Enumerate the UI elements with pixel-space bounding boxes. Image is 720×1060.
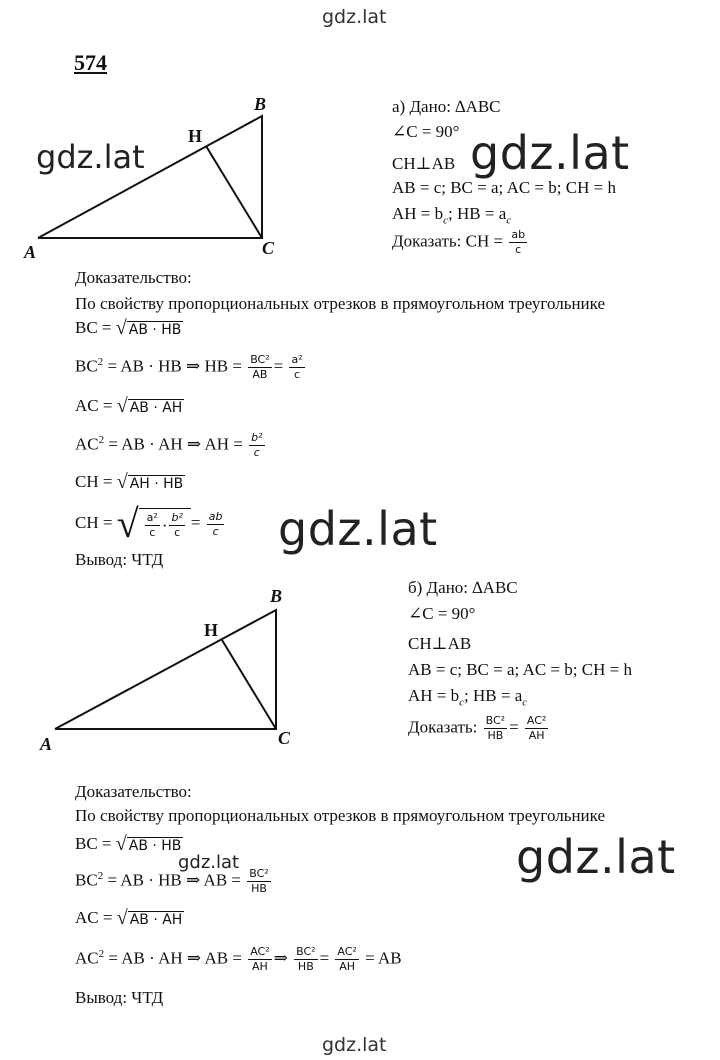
b-l4-frac1 bbox=[248, 945, 271, 974]
b-sub-c1: c bbox=[459, 696, 465, 709]
a-proof-intro: По свойству пропорциональных отрезков в прямоугольном треугольнике bbox=[75, 294, 606, 313]
point-a-label: A bbox=[24, 242, 37, 262]
b-l2-f-den: HB bbox=[251, 882, 267, 896]
a-line-5 bbox=[75, 472, 185, 494]
point-h-label: H bbox=[188, 126, 203, 146]
b-l1-sqrt: √ AB · HB bbox=[115, 833, 182, 856]
point-c-label: C bbox=[262, 238, 275, 258]
a-sub-c2: c bbox=[506, 214, 512, 227]
footer-watermark: gdz.lat bbox=[322, 1034, 387, 1056]
a-l5-sqrt: √ AH · HB bbox=[116, 471, 184, 494]
watermark-big-1: gdz.lat bbox=[470, 126, 630, 180]
b-l1-label: BC = bbox=[75, 834, 112, 853]
triangle-a-altitude bbox=[206, 146, 262, 238]
a-l3-radicand: AB · AH bbox=[129, 400, 183, 417]
a-proj-hb: ; HB = a bbox=[448, 204, 507, 223]
a-l4-f-den: c bbox=[253, 446, 260, 460]
b-conclusion: Вывод: ЧТД bbox=[75, 988, 164, 1007]
b-l2-f-num: BC² bbox=[249, 867, 269, 881]
a-l6-frac-b bbox=[169, 511, 184, 540]
b-l4-f2-num: BC² bbox=[296, 945, 316, 959]
a-l6-a-num: a² bbox=[146, 511, 158, 524]
a-projections bbox=[392, 204, 511, 230]
a-sides: AB = c; BC = a; AC = b; CH = h bbox=[392, 178, 616, 197]
a-sub-c1: c bbox=[443, 214, 449, 227]
b-point-b-label: B bbox=[270, 586, 283, 606]
b-point-c-label: C bbox=[278, 728, 291, 748]
b-prove-frac2 bbox=[525, 714, 548, 743]
b-projections bbox=[408, 686, 527, 712]
b-l4-f1-num: AC² bbox=[250, 945, 270, 959]
a-l4-frac bbox=[249, 431, 264, 460]
b-prove-frac1 bbox=[484, 714, 507, 743]
a-l1-label: BC = bbox=[75, 318, 112, 337]
a-l4-mid: = AB · AH ⇒ AH = bbox=[104, 434, 243, 454]
b-prove-f1-den: HB bbox=[487, 729, 504, 742]
a-l2-f2-den: c bbox=[294, 368, 301, 382]
a-l2-frac1 bbox=[248, 353, 271, 382]
a-l6-sqrt: √ $\frac{\text{a²}}{c}$ · $\frac{\text{b²}}{c}$ bbox=[117, 504, 191, 544]
watermark-big-2: gdz.lat bbox=[278, 502, 438, 556]
a-line-1 bbox=[75, 318, 183, 340]
b-prove-f1-num: BC² bbox=[485, 714, 506, 727]
b-l4-f2-den: HB bbox=[297, 960, 314, 974]
b-proof-intro: По свойству пропорциональных отрезков в прямоугольном треугольнике bbox=[75, 806, 606, 825]
a-l6-label: CH = bbox=[75, 512, 113, 532]
a-l1-sqrt: √ AB · HB bbox=[115, 317, 182, 340]
watermark-small-inline: gdz.lat bbox=[178, 852, 240, 873]
watermark-big-3: gdz.lat bbox=[516, 830, 676, 884]
a-prove bbox=[392, 228, 529, 257]
a-l2-frac2 bbox=[289, 353, 304, 382]
b-l2-lhs: BC bbox=[75, 870, 98, 890]
b-l1-radicand: AB · HB bbox=[128, 838, 182, 855]
b-l3-label: AC = bbox=[75, 908, 113, 927]
a-proj-ah: AH = b bbox=[392, 204, 444, 223]
a-l6-b-num: b² bbox=[171, 511, 183, 524]
a-l3-label: AC = bbox=[75, 396, 113, 415]
a-prove-label: Доказать: CH = bbox=[392, 231, 504, 251]
b-l4-end: = AB bbox=[365, 948, 402, 968]
a-angle: ∠C = 90° bbox=[392, 122, 460, 141]
b-l2-frac bbox=[247, 867, 270, 896]
a-perp: CH⊥AB bbox=[392, 154, 456, 173]
a-l2-f2-num: a² bbox=[291, 353, 303, 367]
b-l4-f3-num: AC² bbox=[337, 945, 357, 959]
a-line-2: $BC^2$ = AB · HB ⇒ HB = $\frac{\text{BC²}}{AB}$ = $\frac{\text{a²}}{c}$ bbox=[75, 353, 303, 382]
b-angle: ∠C = 90° bbox=[408, 604, 476, 623]
b-l4-arrow: ⇒ bbox=[273, 948, 288, 968]
a-line-4: $AC^2$ = AB · AH ⇒ AH = $\frac{\text{b²}}{c}$ bbox=[75, 431, 263, 460]
a-l6-result bbox=[207, 510, 225, 539]
triangle-b-shape bbox=[55, 610, 276, 729]
a-l2-f1-den: AB bbox=[252, 368, 268, 382]
a-l6-b-den: c bbox=[174, 526, 181, 539]
a-l5-label: CH = bbox=[75, 472, 113, 491]
b-l4-mid: = AB · AH ⇒ AB = bbox=[104, 948, 242, 968]
b-line-3 bbox=[75, 908, 184, 930]
triangle-a-shape bbox=[38, 116, 262, 238]
b-line-2: $BC^2$ = AB · HB ⇒ AB = $\frac{\text{BC²}}{HB}$ bbox=[75, 867, 269, 896]
a-l3-sqrt: √ AB · AH bbox=[116, 395, 183, 418]
a-l6-r-den: c bbox=[212, 524, 219, 538]
b-proj-hb: ; HB = a bbox=[464, 686, 523, 705]
b-point-a-label: A bbox=[40, 734, 53, 754]
b-given-title: б) Дано: ∆ABC bbox=[408, 578, 518, 597]
b-prove: Доказать: $\frac{\text{BC²}}{HB}$ = $\frac{\text{AC²}}{AH}$ bbox=[408, 714, 547, 742]
a-l2-f1-num: BC² bbox=[250, 353, 270, 367]
a-proof-title: Доказательство: bbox=[75, 268, 192, 287]
b-proj-ah: AH = b bbox=[408, 686, 460, 705]
a-prove-fraction bbox=[509, 228, 527, 257]
point-b-label: B bbox=[254, 94, 267, 114]
b-sides: AB = c; BC = a; AC = b; CH = h bbox=[408, 660, 632, 679]
b-prove-f2-num: AC² bbox=[526, 714, 547, 727]
b-l3-sqrt: √ AB · AH bbox=[116, 907, 183, 930]
a-line-6: CH = √ $\frac{\text{a²}}{c}$ · $\frac{\text{b²}}{c}$ = $\frac{ab}{c}$ bbox=[75, 501, 223, 546]
b-l4-f3-den: AH bbox=[339, 960, 356, 974]
a-l6-r-num: ab bbox=[208, 509, 223, 523]
a-given-title: а) Дано: ∆ABC bbox=[392, 97, 501, 116]
a-line-3 bbox=[75, 396, 184, 418]
a-l5-radicand: AH · HB bbox=[129, 476, 184, 493]
b-perp: CH⊥AB bbox=[408, 634, 472, 653]
b-line-4: $AC^2$ = AB · AH ⇒ AB = $\frac{\text{AC²}}{AH}$ ⇒ $\frac{\text{BC²}}{HB}$ = $\frac{\text{AC²}}{AH}$ = AB bbox=[75, 945, 402, 974]
a-conclusion: Вывод: ЧТД bbox=[75, 550, 164, 569]
triangle-b-altitude bbox=[222, 640, 276, 729]
a-l4-lhs: AC bbox=[75, 434, 99, 454]
b-prove-f2-den: AH bbox=[528, 729, 545, 742]
b-proof-title: Доказательство: bbox=[75, 782, 192, 801]
watermark-figure: gdz.lat bbox=[36, 138, 145, 176]
b-prove-label: Доказать: bbox=[408, 717, 478, 737]
b-point-h-label: H bbox=[204, 620, 219, 640]
a-l6-a-den: c bbox=[149, 526, 156, 539]
a-prove-num: ab bbox=[511, 228, 526, 241]
a-prove-den: c bbox=[515, 243, 522, 256]
header-watermark: gdz.lat bbox=[322, 6, 387, 28]
b-l3-radicand: AB · AH bbox=[129, 912, 183, 929]
b-l4-lhs: AC bbox=[75, 948, 99, 968]
b-l4-f1-den: AH bbox=[252, 960, 268, 974]
b-sub-c2: c bbox=[522, 696, 528, 709]
b-l2-mid: = AB · HB ⇒ AB = bbox=[103, 870, 241, 890]
a-l2-lhs: BC bbox=[75, 356, 98, 376]
a-l1-radicand: AB · HB bbox=[128, 322, 182, 339]
a-l2-mid: = AB · HB ⇒ HB = bbox=[103, 356, 242, 376]
b-line-1 bbox=[75, 834, 183, 856]
b-l4-frac3 bbox=[335, 945, 358, 974]
b-l4-frac2 bbox=[294, 945, 317, 974]
a-l4-f-num: b² bbox=[251, 431, 263, 445]
a-l6-frac-a bbox=[145, 511, 160, 540]
problem-number: 574 bbox=[74, 50, 107, 75]
